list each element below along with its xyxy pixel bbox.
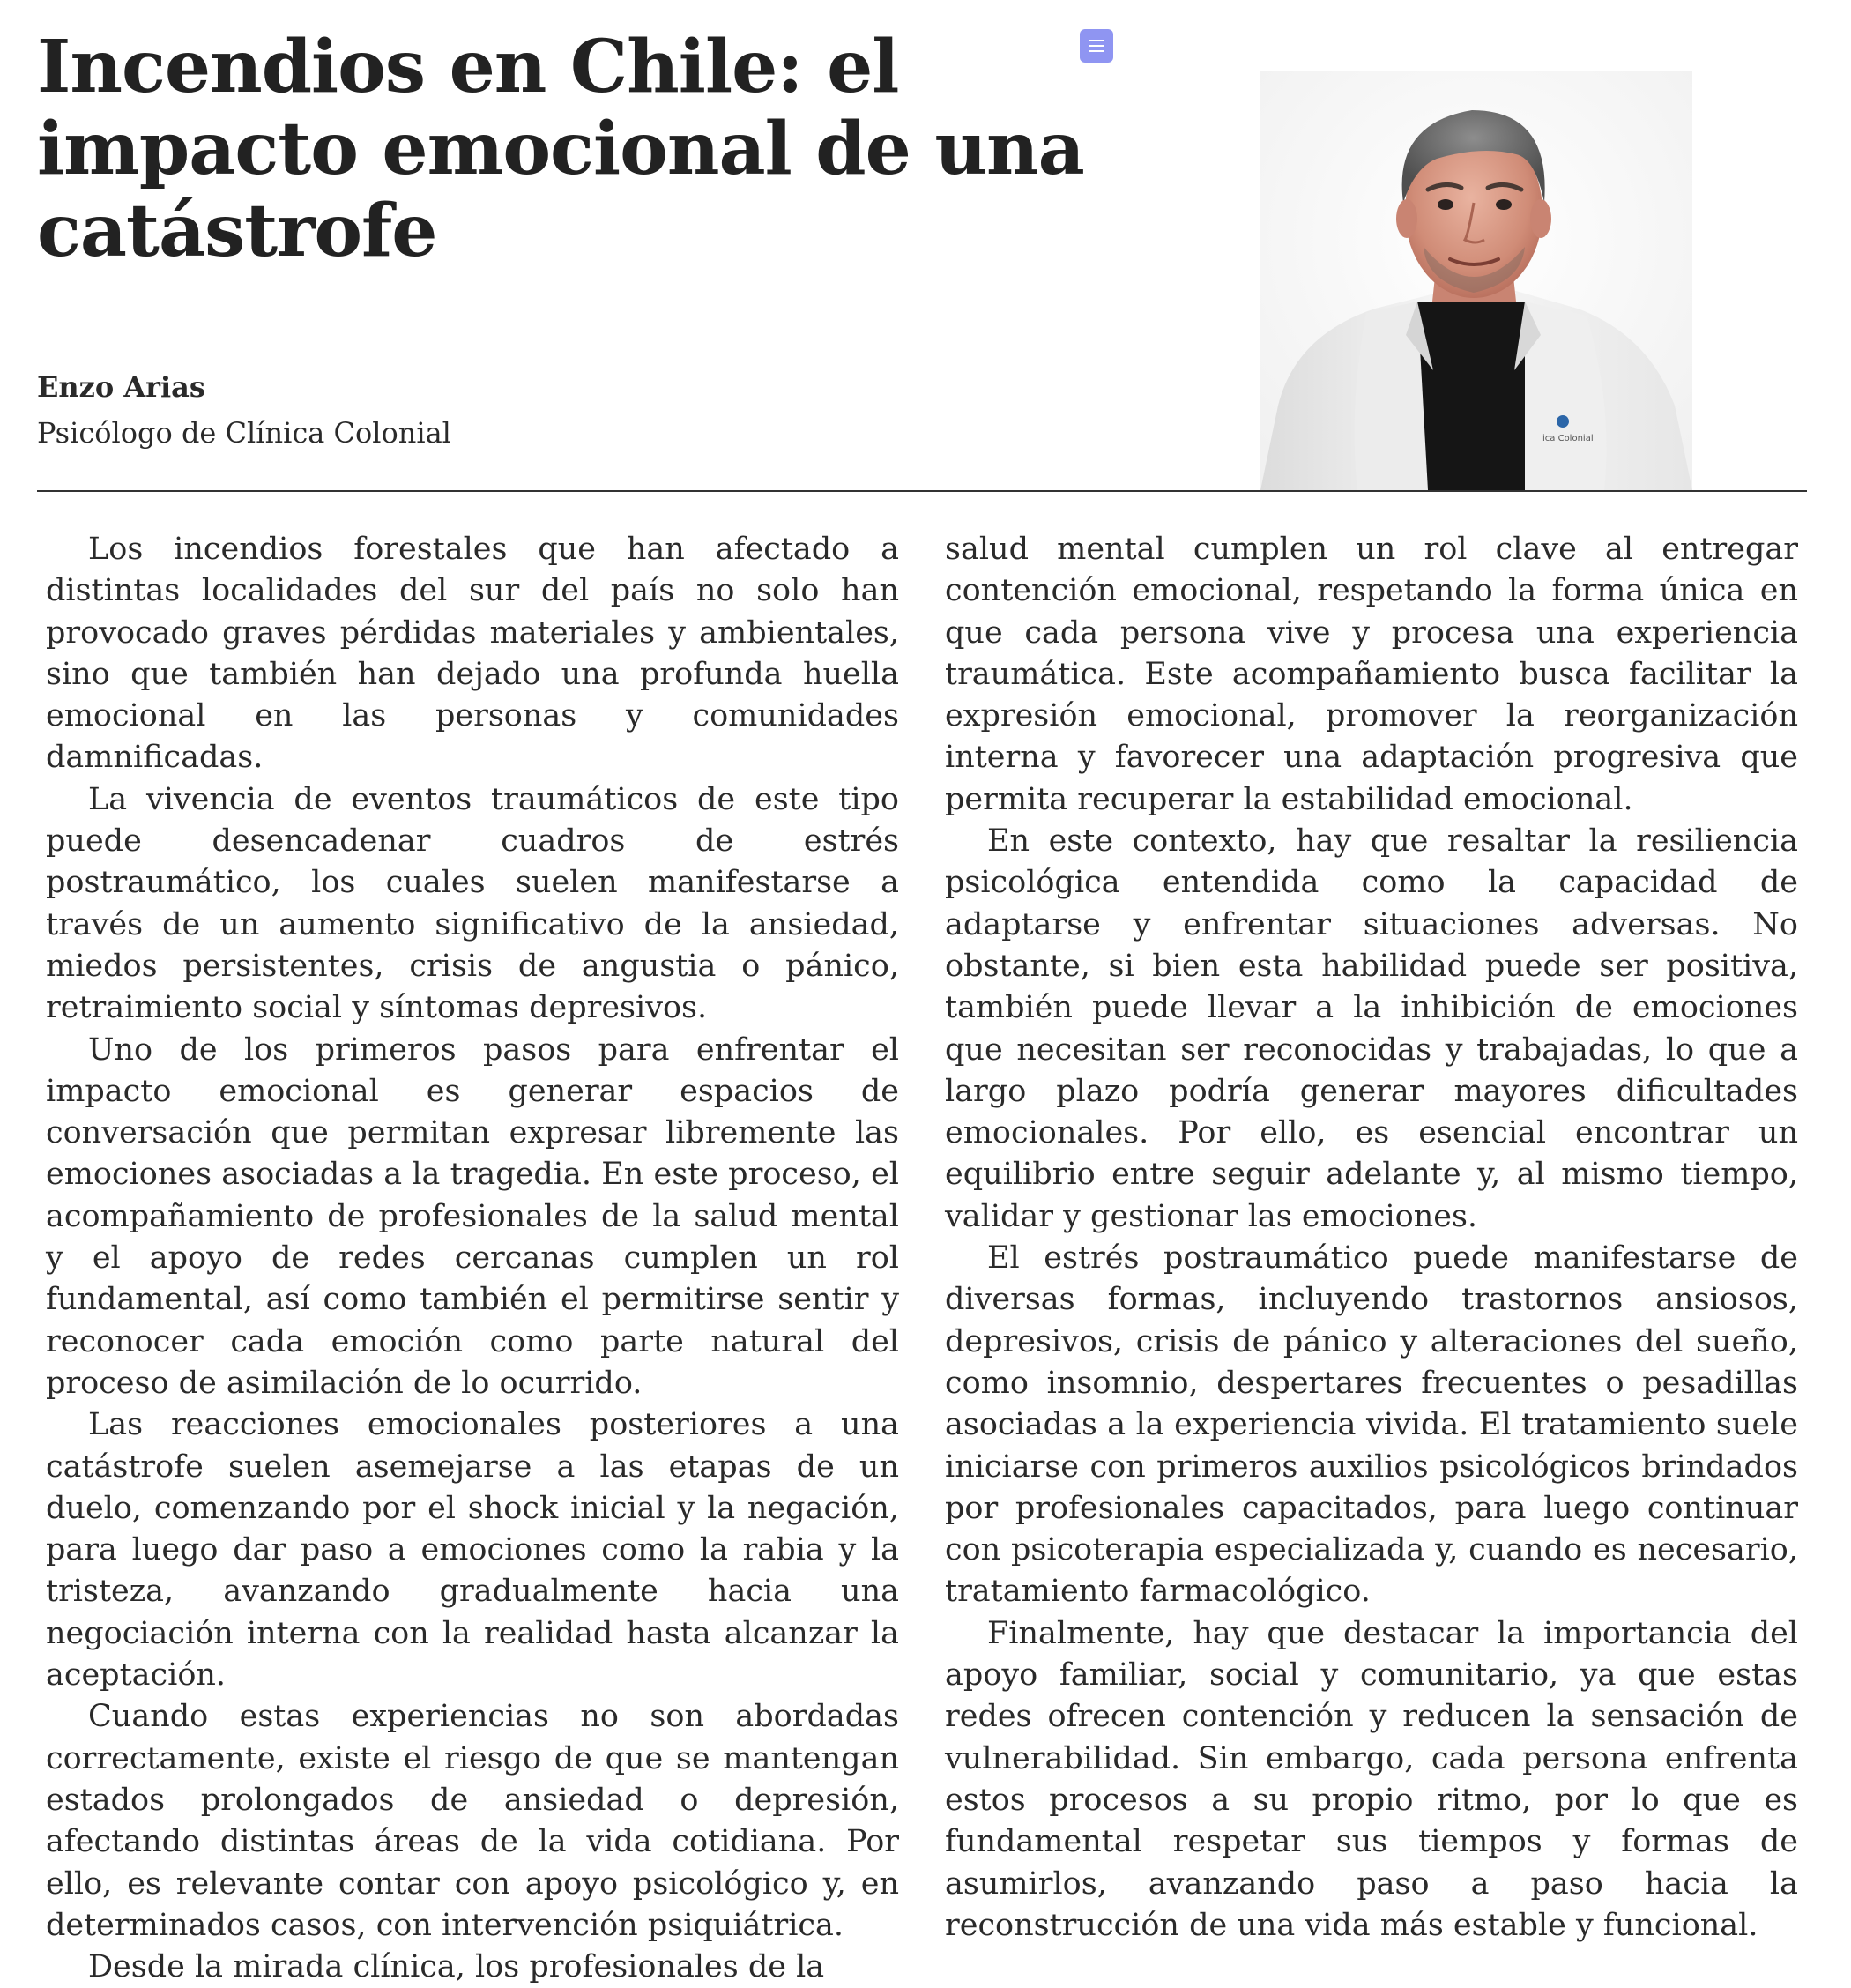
right-column xyxy=(945,529,1798,1947)
author-photo xyxy=(1260,71,1692,490)
left-column xyxy=(46,529,899,1988)
header-divider xyxy=(37,490,1807,492)
author-role: Psicólogo de Clínica Colonial xyxy=(37,416,451,450)
paragraph: Uno de los primeros pasos para enfrentar el impacto emocional es generar espacios de conversación que permitan expresar libremente las emociones asociadas a la tragedia. En este proceso, el acompañamiento de profesionales de la salud mental y el apoyo de redes cercanas cumplen un rol fundamental, así como también el permitirse sentir y reconocer cada emoción como parte natural del proceso de asimilación de lo ocurrido. xyxy=(46,1031,899,1401)
author-name: Enzo Arias xyxy=(37,370,205,404)
paragraph: Cuando estas experiencias no son abordadas correctamente, existe el riesgo de que se mantengan estados prolongados de ansiedad o depresión, afectando distintas áreas de la vida cotidiana. Por ello, es relevante contar con apoyo psicológico y, en determinados casos, con intervención psiquiátrica. xyxy=(46,1699,899,1943)
paragraph: Desde la mirada clínica, los profesionales de la xyxy=(88,1949,825,1985)
paragraph: Las reacciones emocionales posteriores a una catástrofe suelen asemejarse a las etapas de un duelo, comenzando por el shock inicial y la negación, para luego dar paso a emociones como la rabia y la tristeza, avanzando gradualmente hacia una negociación interna con la realidad hasta alcanzar la aceptación. xyxy=(46,1407,899,1694)
paragraph: salud mental cumplen un rol clave al entregar contención emocional, respetando la forma única en que cada persona vive y procesa una experiencia traumática. Este acompañamiento busca facilitar la expresión emocional, promover la reorganización interna y favorecer una adaptación progresiva que permita recuperar la estabilidad emocional. xyxy=(945,532,1798,817)
headline: Incendios en Chile: el impacto emocional de una catástrofe xyxy=(37,25,1084,273)
note-icon[interactable] xyxy=(1080,29,1113,63)
paragraph: Los incendios forestales que han afectado a distintas localidades del sur del país no solo han provocado graves pérdidas materiales y ambientales, sino que también han dejado una profunda huella emocional en las personas y comunidades damnificadas. xyxy=(46,532,899,776)
paragraph: En este contexto, hay que resaltar la resiliencia psicológica entendida como la capacidad de adaptarse y enfrentar situaciones adversas. No obstante, si bien esta habilidad puede ser positiva, también puede llevar a la inhibición de emociones que necesitan ser reconocidas y trabajadas, lo que a largo plazo podría generar mayores dificultades emocionales. Por ello, es esencial encontrar un equilibrio entre seguir adelante y, al mismo tiempo, validar y gestionar las emociones. xyxy=(945,823,1798,1234)
paragraph: La vivencia de eventos traumáticos de este tipo puede desencadenar cuadros de estrés postraumático, los cuales suelen manifestarse a través de un aumento significativo de la ansiedad, miedos persistentes, crisis de angustia o pánico, retraimiento social y síntomas depresivos. xyxy=(46,781,899,1026)
author-portrait-illustration xyxy=(1260,71,1692,490)
coat-logo-text: ica Colonial xyxy=(1542,434,1594,443)
paragraph: El estrés postraumático puede manifestarse de diversas formas, incluyendo trastornos ansiosos, depresivos, crisis de pánico y alteraciones del sueño, como insomnio, despertares frecuentes o pesadillas asociadas a la experiencia vivida. El tratamiento suele iniciarse con primeros auxilios psicológicos brindados por profesionales capacitados, para luego continuar con psicoterapia especializada y, cuando es necesario, tratamiento farmacológico. xyxy=(945,1240,1798,1610)
paragraph: Finalmente, hay que destacar la importancia del apoyo familiar, social y comunitario, ya que estas redes ofrecen contención y reducen la sensación de vulnerabilidad. Sin embargo, cada persona enfrenta estos procesos a su propio ritmo, por lo que es fundamental respetar sus tiempos y formas de asumirlos, avanzando paso a paso hacia la reconstrucción de una vida más estable y funcional. xyxy=(945,1615,1798,1943)
